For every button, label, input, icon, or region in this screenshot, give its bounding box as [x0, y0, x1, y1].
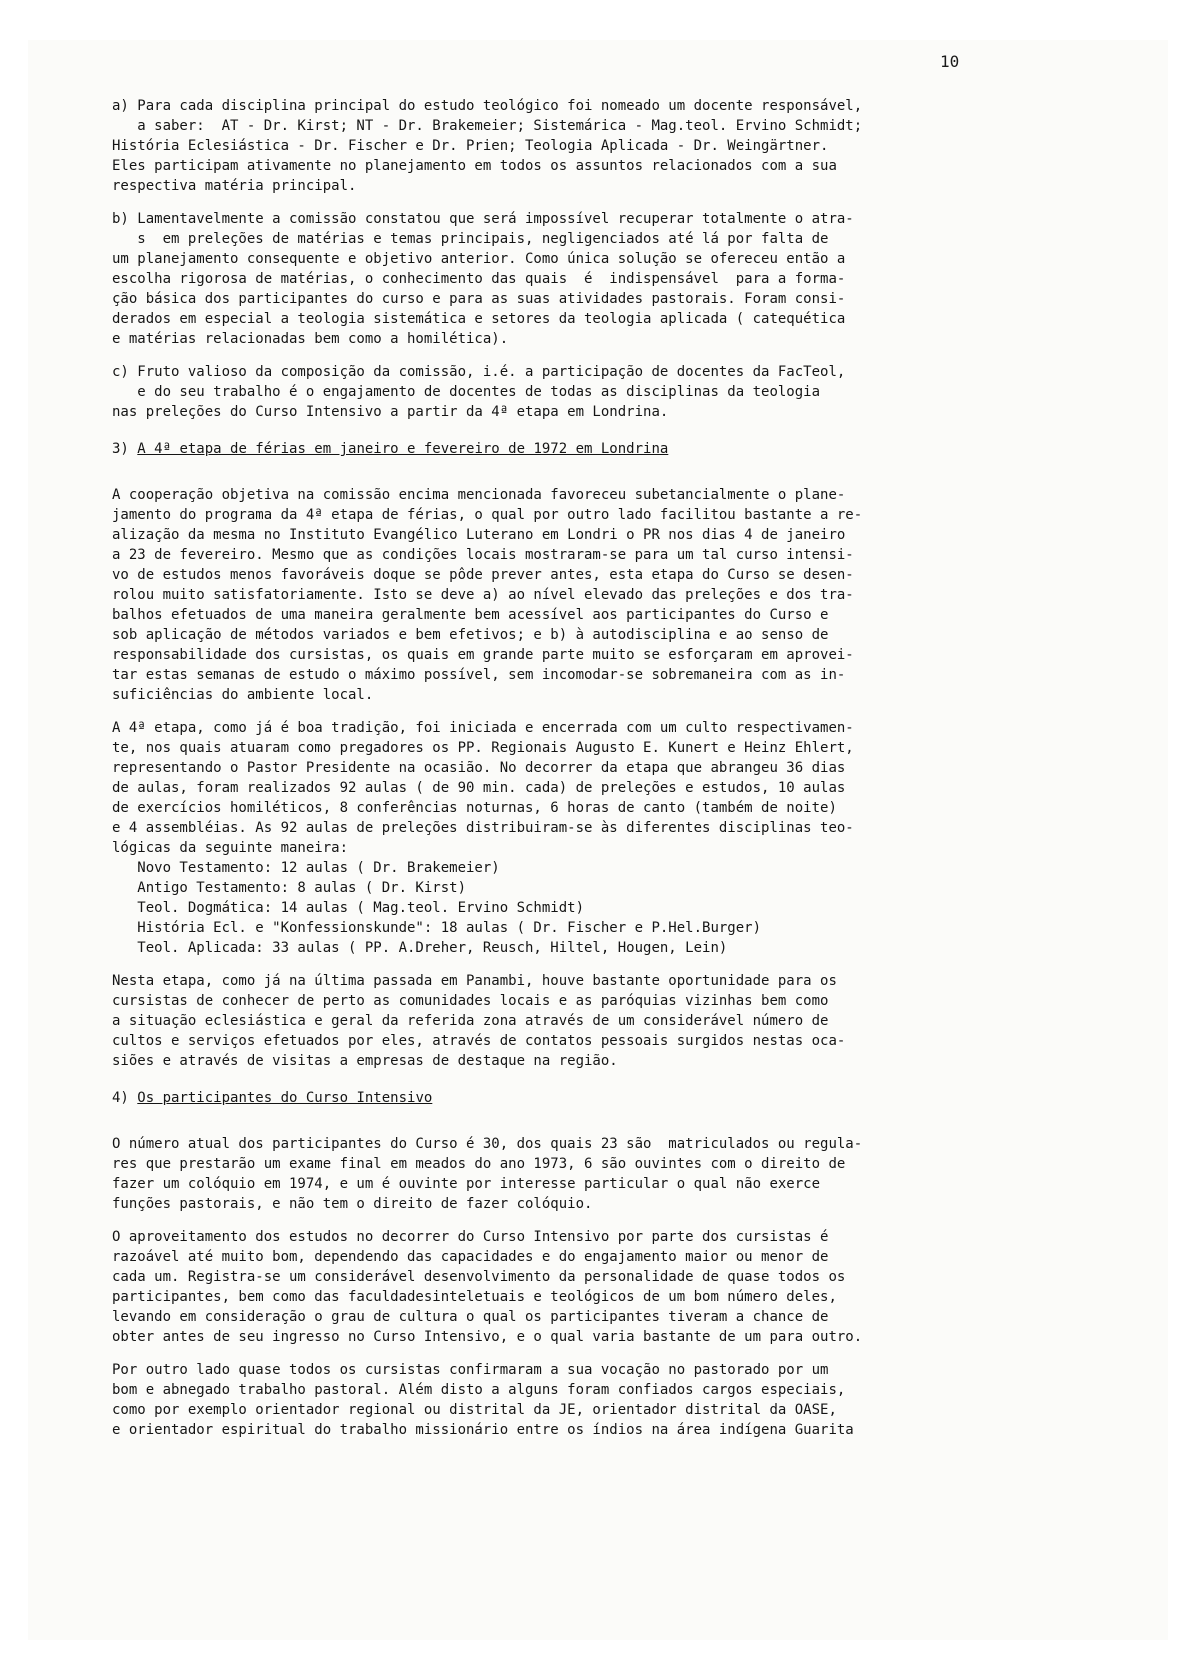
text-line: tar estas semanas de estudo o máximo possível, sem incomodar-se sobremaneira com as in-	[112, 667, 846, 683]
text-line: Por outro lado quase todos os cursistas confirmaram a sua vocação no pastorado por um	[112, 1362, 829, 1378]
text-line: A cooperação objetiva na comissão encima mencionada favoreceu subetancialmente o plane-	[112, 487, 846, 503]
text-line: como por exemplo orientador regional ou distrital da JE, orientador distrital da OASE,	[112, 1402, 837, 1418]
text-line: rolou muito satisfatoriamente. Isto se deve a) ao nível elevado das preleções e dos tra-	[112, 587, 854, 603]
paragraph	[112, 362, 1012, 422]
paragraph-gap	[112, 1108, 1012, 1121]
paragraph	[112, 1134, 1012, 1214]
text-line: fazer um colóquio em 1974, e um é ouvinte por interesse particular o qual não exerce	[112, 1176, 821, 1192]
text-line: de exercícios homiléticos, 8 conferências noturnas, 6 horas de canto (também de noite)	[112, 800, 837, 816]
text-line: História Ecl. e "Konfessionskunde": 18 aulas ( Dr. Fischer e P.Hel.Burger)	[112, 920, 762, 936]
text-line: Teol. Aplicada: 33 aulas ( PP. A.Dreher, Reusch, Hiltel, Hougen, Lein)	[112, 940, 728, 956]
text-line: alização da mesma no Instituto Evangélico Luterano em Londri o PR nos dias 4 de janeiro	[112, 527, 846, 543]
text-line: a 23 de fevereiro. Mesmo que as condições locais mostraram-se para um tal curso intensi-	[112, 547, 854, 563]
text-line: História Eclesiástica - Dr. Fischer e Dr. Prien; Teologia Aplicada - Dr. Weingärtner.	[112, 138, 829, 154]
text-line: a) Para cada disciplina principal do estudo teológico foi nomeado um docente responsável,	[112, 98, 863, 114]
text-line: e 4 assembléias. As 92 aulas de preleções distribuiram-se às diferentes disciplinas teo-	[112, 820, 854, 836]
text-line: de aulas, foram realizados 92 aulas ( de 90 min. cada) de preleções e estudos, 10 aulas	[112, 780, 846, 796]
text-line: e orientador espiritual do trabalho missionário entre os índios na área indígena Guarita	[112, 1422, 854, 1438]
text-line: vo de estudos menos favoráveis doque se pôde prever antes, esta etapa do Curso se desen-	[112, 567, 854, 583]
text-line: derados em especial a teologia sistemática e setores da teologia aplicada ( catequética	[112, 311, 846, 327]
text-line: lógicas da seguinte maneira:	[112, 840, 349, 856]
text-line: O número atual dos participantes do Curso é 30, dos quais 23 são matriculados ou regula-	[112, 1136, 863, 1152]
section-heading	[112, 439, 1012, 459]
section-heading-title: A 4ª etapa de férias em janeiro e fevereiro de 1972 em Londrina	[137, 441, 669, 457]
text-line: Nesta etapa, como já na última passada em Panambi, houve bastante oportunidade para os	[112, 973, 837, 989]
paragraph-gap	[112, 196, 1012, 209]
paragraph	[112, 209, 1012, 349]
section-heading-number: 4)	[112, 1090, 138, 1106]
text-line: levando em consideração o grau de cultura o qual os participantes tiveram a chance de	[112, 1309, 829, 1325]
paragraph-gap	[112, 459, 1012, 472]
paragraph-gap	[112, 705, 1012, 718]
paragraph-gap	[112, 1121, 1012, 1134]
text-line: escolha rigorosa de matérias, o conhecimento das quais é indispensável para a forma-	[112, 271, 846, 287]
paragraph	[112, 718, 1012, 958]
text-line: balhos efetuados de uma maneira geralmente bem acessível aos participantes do Curso e	[112, 607, 829, 623]
paragraph	[112, 1227, 1012, 1347]
text-line: cultos e serviços efetuados por eles, através de contatos pessoais surgidos nestas oca-	[112, 1033, 846, 1049]
text-line: jamento do programa da 4ª etapa de férias, o qual por outro lado facilitou bastante a re-	[112, 507, 863, 523]
document-body	[112, 96, 1012, 1440]
text-line: e do seu trabalho é o engajamento de docentes de todas as disciplinas da teologia	[112, 384, 821, 400]
text-line: ção básica dos participantes do curso e para as suas atividades pastorais. Foram consi-	[112, 291, 846, 307]
text-line: Eles participam ativamente no planejamento em todos os assuntos relacionados com a sua	[112, 158, 837, 174]
section-heading	[112, 1088, 1012, 1108]
text-line: cursistas de conhecer de perto as comunidades locais e as paróquias vizinhas bem como	[112, 993, 829, 1009]
paragraph	[112, 1360, 1012, 1440]
text-line: siões e através de visitas a empresas de destaque na região.	[112, 1053, 618, 1069]
text-line: bom e abnegado trabalho pastoral. Além disto a alguns foram confiados cargos especiais,	[112, 1382, 846, 1398]
paragraph	[112, 971, 1012, 1071]
paragraph-gap	[112, 958, 1012, 971]
text-line: b) Lamentavelmente a comissão constatou que será impossível recuperar totalmente o atra-	[112, 211, 854, 227]
text-line: O aproveitamento dos estudos no decorrer do Curso Intensivo por parte dos cursistas é	[112, 1229, 829, 1245]
text-line: respectiva matéria principal.	[112, 178, 357, 194]
text-line: sob aplicação de métodos variados e bem efetivos; e b) à autodisciplina e ao senso de	[112, 627, 829, 643]
text-line: s em preleções de matérias e temas principais, negligenciados até lá por falta de	[112, 231, 829, 247]
text-line: te, nos quais atuaram como pregadores os PP. Regionais Augusto E. Kunert e Heinz Ehlert,	[112, 740, 854, 756]
text-line: Novo Testamento: 12 aulas ( Dr. Brakemeier)	[112, 860, 500, 876]
page-number: 10	[940, 52, 960, 71]
text-line: A 4ª etapa, como já é boa tradição, foi iniciada e encerrada com um culto respectivamen-	[112, 720, 854, 736]
section-heading-title: Os participantes do Curso Intensivo	[137, 1090, 433, 1106]
text-line: Teol. Dogmática: 14 aulas ( Mag.teol. Ervino Schmidt)	[112, 900, 585, 916]
text-line: cada um. Registra-se um considerável desenvolvimento da personalidade de quase todos os	[112, 1269, 846, 1285]
paragraph-gap	[112, 422, 1012, 439]
text-line: res que prestarão um exame final em meados do ano 1973, 6 são ouvintes com o direito de	[112, 1156, 846, 1172]
paragraph	[112, 96, 1012, 196]
text-line: e matérias relacionadas bem como a homilética).	[112, 331, 509, 347]
text-line: Antigo Testamento: 8 aulas ( Dr. Kirst)	[112, 880, 467, 896]
paragraph-gap	[112, 1347, 1012, 1360]
text-line: nas preleções do Curso Intensivo a partir da 4ª etapa em Londrina.	[112, 404, 669, 420]
paragraph-gap	[112, 472, 1012, 485]
text-line: funções pastorais, e não tem o direito de fazer colóquio.	[112, 1196, 593, 1212]
text-line: um planejamento consequente e objetivo anterior. Como única solução se ofereceu então a	[112, 251, 846, 267]
text-line: participantes, bem como das faculdadesinteletuais e teológicos de um bom número deles,	[112, 1289, 837, 1305]
text-line: representando o Pastor Presidente na ocasião. No decorrer da etapa que abrangeu 36 dias	[112, 760, 846, 776]
text-line: obter antes de seu ingresso no Curso Intensivo, e o qual varia bastante de um para outro.	[112, 1329, 863, 1345]
section-heading-number: 3)	[112, 441, 138, 457]
paragraph	[112, 485, 1012, 705]
paragraph-gap	[112, 1214, 1012, 1227]
text-line: a situação eclesiástica e geral da referida zona através de um considerável número de	[112, 1013, 829, 1029]
paragraph-gap	[112, 1071, 1012, 1088]
text-line: c) Fruto valioso da composição da comissão, i.é. a participação de docentes da FacTeol,	[112, 364, 846, 380]
paragraph-gap	[112, 349, 1012, 362]
text-line: a saber: AT - Dr. Kirst; NT - Dr. Brakemeier; Sistemárica - Mag.teol. Ervino Schmidt;	[112, 118, 863, 134]
text-line: suficiências do ambiente local.	[112, 687, 374, 703]
text-line: responsabilidade dos cursistas, os quais em grande parte muito se esforçaram em aprovei-	[112, 647, 854, 663]
text-line: razoável até muito bom, dependendo das capacidades e do engajamento maior ou menor de	[112, 1249, 829, 1265]
